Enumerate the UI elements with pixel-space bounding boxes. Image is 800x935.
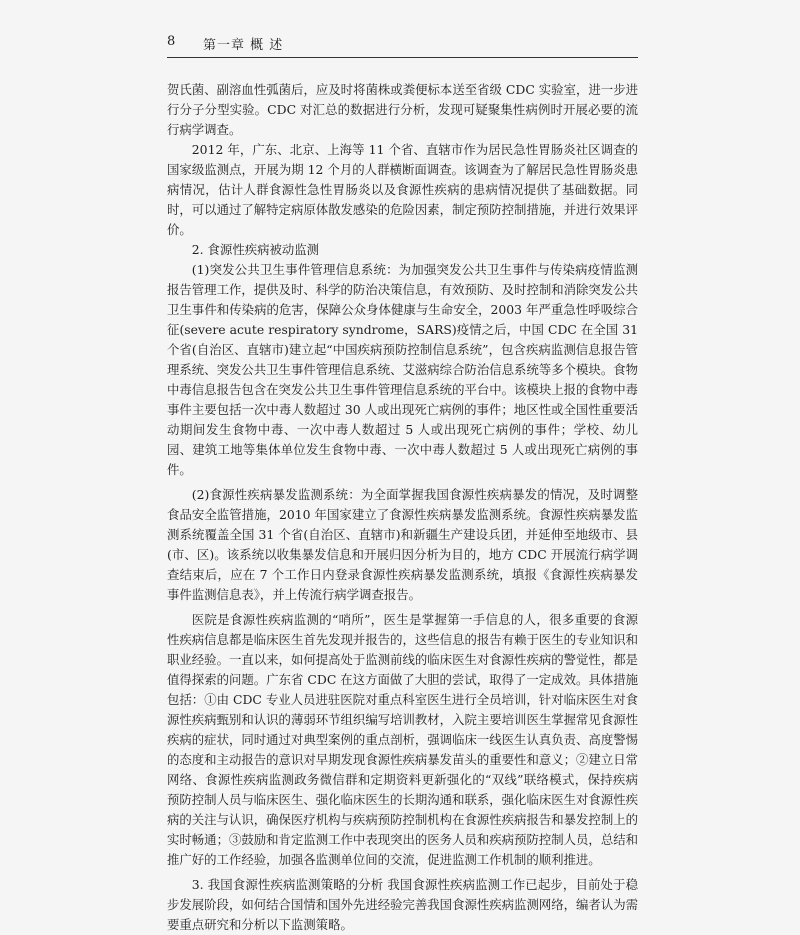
body-text bbox=[167, 80, 638, 935]
paragraph-continuation: 贺氏菌、副溶血性弧菌后，应及时将菌株或粪便标本送至省级 CDC 实验室，进一步进行分子分型实验。CDC 对汇总的数据进行分析，发现可疑聚集性病例时开展必要的流行病学调查。 bbox=[167, 82, 638, 137]
paragraph-hospital-sentinel: 医院是食源性疾病监测的“哨所”，医生是掌握第一手信息的人，很多重要的食源性疾病信息都是临床医生首先发现并报告的，这些信息的报告有赖于医生的专业知识和职业经验。一直以来，如何提高处于监测前线的临床医生对食源性疾病的警觉性，都是值得探索的问题。广东省 CDC 在这方面做了大胆的尝试，取得了一定成效。具体措施包括：①由 CDC 专业人员进驻医院对重点科室医生进行全员培训，针对临床医生对食源性疾病甄别和认识的薄弱环节组织编写培训教材，入院主要培训医生掌握常见食源性疾病的症状，同时通过对典型案例的重点剖析，强调临床一线医生认真负责、高度警惕的态度和主动报告的意识对早期发现食源性疾病暴发苗头的重要性和意义；②建立日常网络、食源性疾病监测政务微信群和定期资料更新强化的“双线”联络模式，保持疾病预防控制人员与临床医生、强化临床医生的长期沟通和联系，强化临床医生对食源性疾病的关注与认识，确保医疗机构与疾病预防控制机构在食源性疾病报告和暴发控制上的实时畅通；③鼓励和肯定监测工作中表现突出的医务人员和疾病预防控制人员，总结和推广好的工作经验，加强各监测单位间的交流，促进监测工作机制的顺利推进。 bbox=[167, 612, 638, 867]
running-head bbox=[167, 34, 638, 54]
paragraph-outbreak-system: (2)食源性疾病暴发监测系统：为全面掌握我国食源性疾病暴发的情况，及时调整食品安全监管措施，2010 年国家建立了食源性疾病暴发监测系统。食源性疾病暴发监测系统覆盖全国 31 个省(自治区、直辖市)和新疆生产建设兵团，并延伸至地级市、县(市、区)。该系统以收集暴发信息和开展归因分析为目的，地方 CDC 开展流行病学调查结束后，应在 7 个工作日内登录食源性疾病暴发监测系统，填报《食源性疾病暴发事件监测信息表》，并上传流行病学调查报告。 bbox=[167, 487, 638, 602]
chapter-title: 第一章 概 述 bbox=[203, 38, 284, 53]
paragraph-2012-survey: 2012 年，广东、北京、上海等 11 个省、直辖市作为居民急性胃肠炎社区调查的国家级监测点，开展为期 12 个月的人群横断面调查。该调查为了解居民急性胃肠炎患病情况，估计人群食源性急性胃肠炎以及食源性疾病的患病情况提供了基础数据。同时，可以通过了解特定病原体散发感染的危险因素，制定预防控制措施，并进行效果评价。 bbox=[167, 142, 638, 237]
paragraph-emergency-system: (1)突发公共卫生事件管理信息系统：为加强突发公共卫生事件与传染病疫情监测报告管理工作，提供及时、科学的防治决策信息，有效预防、及时控制和消除突发公共卫生事件和传染病的危害，保障公众身体健康与生命安全，2003 年严重急性呼吸综合征(severe acute respiratory syndrome，SARS)疫情之后，中国 CDC 在全国 31 个省(自治区、直辖市)建立起“中国疾病预防控制信息系统”，包含疾病监测信息报告管理系统、突发公共卫生事件管理信息系统、艾滋病综合防治信息系统等多个模块。食物中毒信息报告包含在突发公共卫生事件管理信息系统的平台中。该模块上报的食物中毒事件主要包括一次中毒人数超过 30 人或出现死亡病例的事件；地区性或全国性重要活动期间发生食物中毒、一次中毒人数超过 5 人或出现死亡病例的事件；学校、幼儿园、建筑工地等集体单位发生食物中毒、一次中毒人数超过 5 人或出现死亡病例的事件。 bbox=[167, 262, 638, 477]
header-rule bbox=[167, 57, 638, 58]
page-number: 8 bbox=[167, 34, 176, 49]
section-heading-passive-surveillance: 2. 食源性疾病被动监测 bbox=[191, 242, 320, 257]
paragraph-strategy-analysis: 3. 我国食源性疾病监测策略的分析 我国食源性疾病监测工作已起步，目前处于稳步发展阶段，如何结合国情和国外先进经验完善我国食源性疾病监测网络，编者认为需要重点研究和分析以下监测策略。 bbox=[167, 877, 638, 932]
